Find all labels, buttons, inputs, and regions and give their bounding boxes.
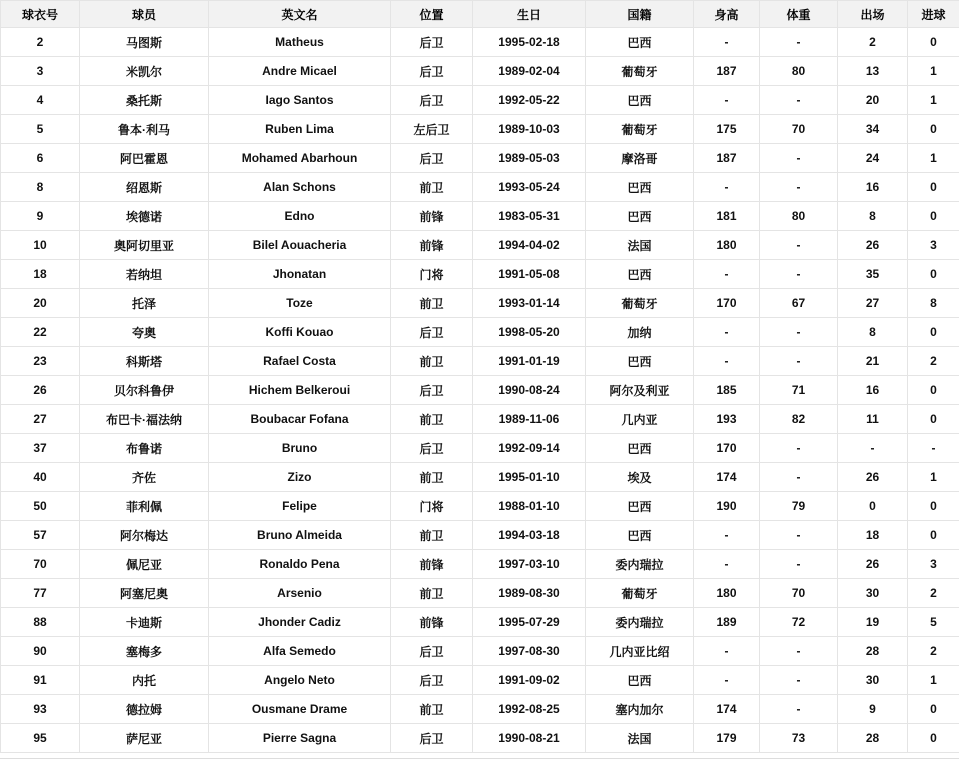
table-cell: 71 [760, 376, 838, 405]
table-cell: 卡迪斯 [80, 608, 209, 637]
table-cell: - [694, 260, 760, 289]
table-cell: 70 [760, 579, 838, 608]
table-cell: 1 [908, 463, 959, 492]
table-cell: 26 [838, 231, 908, 260]
table-cell: 28 [838, 637, 908, 666]
table-cell: Alan Schons [209, 173, 391, 202]
table-cell: Alfa Semedo [209, 637, 391, 666]
table-cell: 8 [1, 173, 80, 202]
table-cell: 前锋 [391, 202, 473, 231]
table-cell: - [760, 666, 838, 695]
table-cell: 5 [1, 115, 80, 144]
table-cell: 阿尔及利亚 [586, 376, 694, 405]
column-header: 英文名 [209, 1, 391, 28]
table-cell: 10 [1, 231, 80, 260]
table-cell: 1 [908, 144, 959, 173]
table-cell: - [760, 695, 838, 724]
table-cell: 前锋 [391, 550, 473, 579]
table-cell: Arsenio [209, 579, 391, 608]
column-header: 位置 [391, 1, 473, 28]
column-header: 进球 [908, 1, 959, 28]
table-cell: - [760, 521, 838, 550]
table-cell: 18 [838, 521, 908, 550]
table-cell: 1995-07-29 [473, 608, 586, 637]
table-cell: 前锋 [391, 231, 473, 260]
table-cell: 88 [1, 608, 80, 637]
table-cell: 德拉姆 [80, 695, 209, 724]
table-cell: 1983-05-31 [473, 202, 586, 231]
table-cell: - [760, 463, 838, 492]
table-cell: 后卫 [391, 376, 473, 405]
table-cell: 塞梅多 [80, 637, 209, 666]
table-cell: 20 [838, 86, 908, 115]
table-cell: Matheus [209, 28, 391, 57]
table-cell: 1 [908, 86, 959, 115]
table-cell: 82 [760, 405, 838, 434]
table-cell: 埃德诺 [80, 202, 209, 231]
table-cell: 185 [694, 376, 760, 405]
table-cell: 3 [1, 57, 80, 86]
table-cell: 3 [908, 231, 959, 260]
table-cell: 9 [838, 695, 908, 724]
table-cell: 巴西 [586, 260, 694, 289]
table-row [1, 492, 959, 521]
table-cell: 前卫 [391, 579, 473, 608]
table-cell: 门将 [391, 492, 473, 521]
table-cell: - [694, 173, 760, 202]
table-cell: 13 [838, 57, 908, 86]
table-cell: 1997-03-10 [473, 550, 586, 579]
table-cell: Hichem Belkeroui [209, 376, 391, 405]
table-row [1, 57, 959, 86]
table-cell: 8 [838, 202, 908, 231]
table-cell: 绍恩斯 [80, 173, 209, 202]
table-cell: Rafael Costa [209, 347, 391, 376]
table-cell: Toze [209, 289, 391, 318]
table-cell: 187 [694, 144, 760, 173]
table-cell: 后卫 [391, 666, 473, 695]
table-cell: 1997-08-30 [473, 637, 586, 666]
table-cell: 190 [694, 492, 760, 521]
table-cell: - [694, 28, 760, 57]
table-row [1, 724, 959, 753]
table-cell: 1992-08-25 [473, 695, 586, 724]
table-cell: 前卫 [391, 289, 473, 318]
table-cell: 91 [1, 666, 80, 695]
table-cell: 175 [694, 115, 760, 144]
table-cell: 米凯尔 [80, 57, 209, 86]
table-cell: 2 [908, 579, 959, 608]
table-cell: 79 [760, 492, 838, 521]
table-cell: Bruno Almeida [209, 521, 391, 550]
table-cell: - [694, 86, 760, 115]
table-cell: Boubacar Fofana [209, 405, 391, 434]
table-cell: 葡萄牙 [586, 579, 694, 608]
table-cell: 1990-08-21 [473, 724, 586, 753]
table-cell: - [694, 347, 760, 376]
table-cell: 阿塞尼奥 [80, 579, 209, 608]
table-cell: Bilel Aouacheria [209, 231, 391, 260]
table-cell: - [760, 260, 838, 289]
table-cell: 27 [838, 289, 908, 318]
table-cell: 193 [694, 405, 760, 434]
table-cell: 左后卫 [391, 115, 473, 144]
table-cell: - [760, 144, 838, 173]
table-cell: 72 [760, 608, 838, 637]
table-cell: 0 [908, 521, 959, 550]
table-cell: 1994-03-18 [473, 521, 586, 550]
table-cell: 5 [908, 608, 959, 637]
table-cell: 门将 [391, 260, 473, 289]
table-cell: 后卫 [391, 434, 473, 463]
table-row [1, 608, 959, 637]
table-cell: 前卫 [391, 173, 473, 202]
column-header: 体重 [760, 1, 838, 28]
table-cell: - [760, 550, 838, 579]
table-cell: 几内亚比绍 [586, 637, 694, 666]
table-cell: Felipe [209, 492, 391, 521]
table-header-row [1, 1, 959, 28]
table-cell: 前锋 [391, 608, 473, 637]
table-cell: 24 [838, 144, 908, 173]
table-row [1, 521, 959, 550]
table-cell: 1991-09-02 [473, 666, 586, 695]
table-cell: 77 [1, 579, 80, 608]
table-cell: 0 [908, 28, 959, 57]
table-cell: 179 [694, 724, 760, 753]
table-cell: 16 [838, 173, 908, 202]
table-cell: 181 [694, 202, 760, 231]
table-cell: 73 [760, 724, 838, 753]
table-cell: 前卫 [391, 347, 473, 376]
table-cell: 93 [1, 695, 80, 724]
table-cell: 170 [694, 434, 760, 463]
table-cell: 80 [760, 202, 838, 231]
table-cell: 180 [694, 231, 760, 260]
table-cell: 34 [838, 115, 908, 144]
table-cell: 法国 [586, 231, 694, 260]
table-cell: 塞内加尔 [586, 695, 694, 724]
table-cell: 0 [908, 695, 959, 724]
table-cell: 1 [908, 57, 959, 86]
table-cell: - [760, 318, 838, 347]
table-cell: 巴西 [586, 666, 694, 695]
table-cell: 葡萄牙 [586, 57, 694, 86]
table-cell: 22 [1, 318, 80, 347]
table-cell: - [694, 550, 760, 579]
table-cell: 后卫 [391, 57, 473, 86]
table-cell: 1995-02-18 [473, 28, 586, 57]
table-cell: 萨尼亚 [80, 724, 209, 753]
table-cell: Ousmane Drame [209, 695, 391, 724]
table-cell: - [694, 637, 760, 666]
table-cell: 布鲁诺 [80, 434, 209, 463]
table-cell: - [760, 637, 838, 666]
table-row [1, 202, 959, 231]
table-cell: Koffi Kouao [209, 318, 391, 347]
table-cell: Pierre Sagna [209, 724, 391, 753]
table-cell: 23 [1, 347, 80, 376]
table-cell: Angelo Neto [209, 666, 391, 695]
table-cell: 托泽 [80, 289, 209, 318]
table-cell: 1992-05-22 [473, 86, 586, 115]
table-cell: 27 [1, 405, 80, 434]
table-cell: 0 [908, 173, 959, 202]
table-row [1, 695, 959, 724]
table-row [1, 260, 959, 289]
table-cell: 后卫 [391, 28, 473, 57]
table-cell: 28 [838, 724, 908, 753]
table-cell: 前卫 [391, 463, 473, 492]
table-cell: 2 [908, 637, 959, 666]
table-cell: 菲利佩 [80, 492, 209, 521]
table-cell: 巴西 [586, 202, 694, 231]
table-cell: 内托 [80, 666, 209, 695]
table-cell: 1989-05-03 [473, 144, 586, 173]
column-header: 生日 [473, 1, 586, 28]
table-cell: 30 [838, 666, 908, 695]
table-cell: 后卫 [391, 724, 473, 753]
table-cell: Jhonatan [209, 260, 391, 289]
table-row [1, 115, 959, 144]
table-cell: 3 [908, 550, 959, 579]
table-cell: 0 [908, 318, 959, 347]
table-cell: 174 [694, 695, 760, 724]
table-cell: 鲁本·利马 [80, 115, 209, 144]
table-cell: 几内亚 [586, 405, 694, 434]
table-cell: 科斯塔 [80, 347, 209, 376]
table-row [1, 86, 959, 115]
table-cell: 1990-08-24 [473, 376, 586, 405]
table-cell: - [760, 231, 838, 260]
table-cell: 1989-10-03 [473, 115, 586, 144]
table-cell: 174 [694, 463, 760, 492]
table-cell: 20 [1, 289, 80, 318]
table-cell: 巴西 [586, 434, 694, 463]
table-row [1, 376, 959, 405]
table-cell: 巴西 [586, 173, 694, 202]
table-cell: 8 [908, 289, 959, 318]
table-cell: 阿尔梅达 [80, 521, 209, 550]
table-cell: Iago Santos [209, 86, 391, 115]
table-cell: Bruno [209, 434, 391, 463]
table-cell: 80 [760, 57, 838, 86]
table-cell: 若纳坦 [80, 260, 209, 289]
table-cell: 95 [1, 724, 80, 753]
table-cell: - [694, 666, 760, 695]
table-row [1, 144, 959, 173]
table-cell: Andre Micael [209, 57, 391, 86]
table-row [1, 405, 959, 434]
table-cell: 1994-04-02 [473, 231, 586, 260]
table-row [1, 231, 959, 260]
table-cell: Zizo [209, 463, 391, 492]
table-cell: 巴西 [586, 492, 694, 521]
table-cell: 后卫 [391, 86, 473, 115]
table-cell: 1992-09-14 [473, 434, 586, 463]
table-cell: 1989-11-06 [473, 405, 586, 434]
table-cell: 巴西 [586, 86, 694, 115]
table-row [1, 289, 959, 318]
table-cell: 0 [908, 405, 959, 434]
table-cell: 奥阿切里亚 [80, 231, 209, 260]
column-header: 出场 [838, 1, 908, 28]
table-cell: 0 [908, 492, 959, 521]
table-cell: 21 [838, 347, 908, 376]
table-cell: 加纳 [586, 318, 694, 347]
table-cell: 前卫 [391, 521, 473, 550]
table-cell: 57 [1, 521, 80, 550]
table-cell: 齐佐 [80, 463, 209, 492]
table-cell: - [838, 434, 908, 463]
table-cell: 26 [838, 463, 908, 492]
table-cell: 巴西 [586, 521, 694, 550]
table-cell: 巴西 [586, 28, 694, 57]
table-cell: 0 [908, 376, 959, 405]
table-row [1, 463, 959, 492]
table-cell: 40 [1, 463, 80, 492]
table-cell: 1988-01-10 [473, 492, 586, 521]
table-cell: 189 [694, 608, 760, 637]
table-cell: 委内瑞拉 [586, 608, 694, 637]
table-cell: 后卫 [391, 637, 473, 666]
table-cell: 1993-05-24 [473, 173, 586, 202]
table-cell: 26 [1, 376, 80, 405]
table-cell: - [694, 521, 760, 550]
table-cell: 1991-05-08 [473, 260, 586, 289]
table-cell: 桑托斯 [80, 86, 209, 115]
table-cell: - [760, 173, 838, 202]
table-cell: 11 [838, 405, 908, 434]
table-row [1, 579, 959, 608]
table-cell: 0 [838, 492, 908, 521]
table-cell: Edno [209, 202, 391, 231]
table-cell: 6 [1, 144, 80, 173]
table-cell: 19 [838, 608, 908, 637]
table-cell: 35 [838, 260, 908, 289]
table-cell: 37 [1, 434, 80, 463]
table-cell: 佩尼亚 [80, 550, 209, 579]
table-cell: 9 [1, 202, 80, 231]
table-row [1, 550, 959, 579]
table-cell: 8 [838, 318, 908, 347]
column-header: 球衣号 [1, 1, 80, 28]
table-row [1, 318, 959, 347]
table-row [1, 347, 959, 376]
table-cell: 70 [760, 115, 838, 144]
table-row [1, 28, 959, 57]
table-cell: 0 [908, 202, 959, 231]
table-cell: 马图斯 [80, 28, 209, 57]
table-cell: 布巴卡·福法纳 [80, 405, 209, 434]
table-cell: - [760, 28, 838, 57]
table-cell: 1 [908, 666, 959, 695]
table-cell: 4 [1, 86, 80, 115]
table-cell: 巴西 [586, 347, 694, 376]
table-cell: 葡萄牙 [586, 289, 694, 318]
table-cell: 2 [1, 28, 80, 57]
table-cell: Jhonder Cadiz [209, 608, 391, 637]
table-row [1, 637, 959, 666]
table-cell: 50 [1, 492, 80, 521]
table-cell: 后卫 [391, 144, 473, 173]
table-cell: - [760, 347, 838, 376]
table-cell: 摩洛哥 [586, 144, 694, 173]
table-row [1, 173, 959, 202]
table-cell: 埃及 [586, 463, 694, 492]
column-header: 球员 [80, 1, 209, 28]
table-cell: - [908, 434, 959, 463]
table-cell: 1995-01-10 [473, 463, 586, 492]
table-cell: 170 [694, 289, 760, 318]
table-cell: 180 [694, 579, 760, 608]
column-header: 国籍 [586, 1, 694, 28]
table-cell: 1993-01-14 [473, 289, 586, 318]
table-cell: Ruben Lima [209, 115, 391, 144]
table-cell: 70 [1, 550, 80, 579]
table-cell: 1998-05-20 [473, 318, 586, 347]
table-cell: 前卫 [391, 405, 473, 434]
table-cell: - [760, 434, 838, 463]
column-header: 身高 [694, 1, 760, 28]
table-cell: 1989-08-30 [473, 579, 586, 608]
table-cell: 0 [908, 260, 959, 289]
table-cell: 26 [838, 550, 908, 579]
table-cell: 后卫 [391, 318, 473, 347]
table-cell: - [694, 318, 760, 347]
table-cell: 0 [908, 115, 959, 144]
table-row [1, 434, 959, 463]
table-cell: 1991-01-19 [473, 347, 586, 376]
table-cell: 16 [838, 376, 908, 405]
table-cell: Ronaldo Pena [209, 550, 391, 579]
table-cell: 前卫 [391, 695, 473, 724]
table-cell: 委内瑞拉 [586, 550, 694, 579]
table-cell: 2 [838, 28, 908, 57]
table-cell: 30 [838, 579, 908, 608]
table-cell: 阿巴霍恩 [80, 144, 209, 173]
table-cell: Mohamed Abarhoun [209, 144, 391, 173]
table-cell: 187 [694, 57, 760, 86]
table-cell: 18 [1, 260, 80, 289]
table-cell: 1989-02-04 [473, 57, 586, 86]
table-cell: 67 [760, 289, 838, 318]
table-cell: - [760, 86, 838, 115]
table-cell: 法国 [586, 724, 694, 753]
table-cell: 0 [908, 724, 959, 753]
table-cell: 90 [1, 637, 80, 666]
table-cell: 2 [908, 347, 959, 376]
table-row [1, 666, 959, 695]
table-cell: 葡萄牙 [586, 115, 694, 144]
table-cell: 夸奥 [80, 318, 209, 347]
table-cell: 贝尔科鲁伊 [80, 376, 209, 405]
